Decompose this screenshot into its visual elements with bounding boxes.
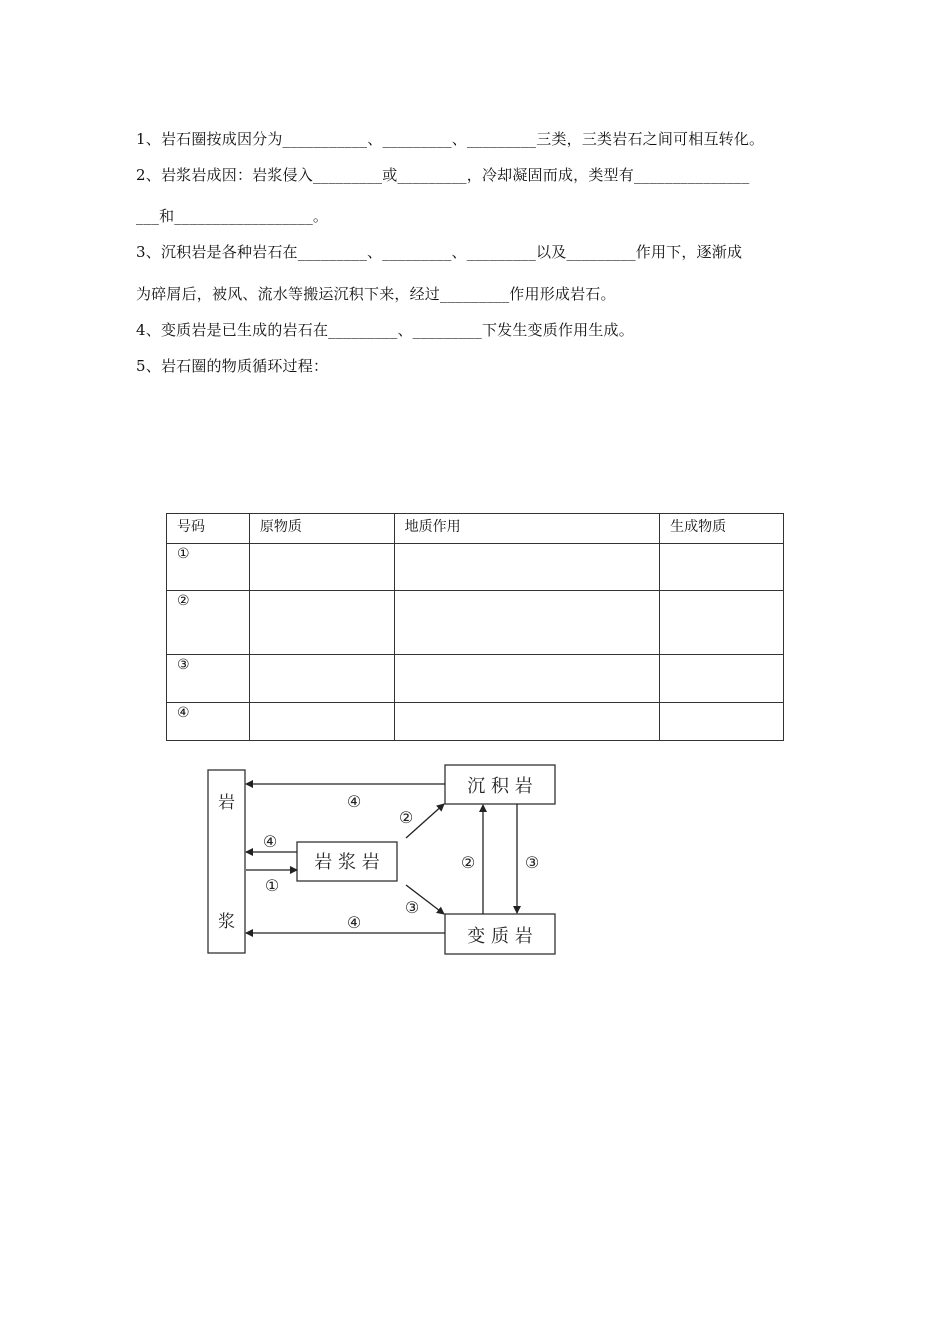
question-4: 4、变质岩是已生成的岩石在_________、_________下发生变质作用生成。 — [136, 321, 634, 339]
blank-cell[interactable] — [249, 591, 394, 655]
table-header-row — [167, 514, 784, 544]
table-row — [167, 544, 784, 591]
question-1: 1、岩石圈按成因分为___________、_________、_________三类，三类岩石之间可相互转化。 — [136, 130, 765, 148]
row-number: ③ — [167, 655, 250, 703]
blank-cell[interactable] — [660, 655, 784, 703]
header-geological-process: 地质作用 — [394, 514, 660, 544]
blank-cell[interactable] — [660, 703, 784, 741]
question-2-line-1: 2、岩浆岩成因：岩浆侵入_________或_________，冷却凝固而成，类型有_______________ — [136, 166, 750, 184]
magma-label-top: 岩 — [218, 793, 235, 813]
table-row — [167, 703, 784, 741]
blank-cell[interactable] — [394, 655, 660, 703]
question-2-line-2: ___和__________________。 — [136, 207, 329, 225]
row-number: ② — [167, 591, 250, 655]
label-3-vertical: ③ — [524, 853, 540, 872]
row-number: ④ — [167, 703, 250, 741]
table-row — [167, 655, 784, 703]
question-3-line-1: 3、沉积岩是各种岩石在_________、_________、_________以及_________作用下，逐渐成 — [136, 243, 743, 261]
blank-cell[interactable] — [394, 703, 660, 741]
blank-cell[interactable] — [660, 544, 784, 591]
label-3-lower: ③ — [404, 898, 420, 917]
label-2-vertical: ② — [460, 853, 476, 872]
row-number: ① — [167, 544, 250, 591]
label-4-bottom: ④ — [346, 913, 362, 932]
label-4-top: ④ — [346, 792, 362, 811]
blank-cell[interactable] — [249, 655, 394, 703]
header-original-material: 原物质 — [249, 514, 394, 544]
question-5: 5、岩石圈的物质循环过程： — [136, 357, 329, 375]
header-product: 生成物质 — [660, 514, 784, 544]
rock-cycle-table — [166, 513, 784, 741]
question-3-line-2: 为碎屑后，被风、流水等搬运沉积下来，经过_________作用形成岩石。 — [136, 285, 616, 303]
rock-cycle-diagram — [200, 760, 570, 965]
igneous-rock-label: 岩 浆 岩 — [314, 852, 380, 873]
metamorphic-rock-label: 变 质 岩 — [467, 926, 533, 947]
sedimentary-rock-label: 沉 积 岩 — [467, 776, 533, 797]
table-row — [167, 591, 784, 655]
magma-label-bottom: 浆 — [218, 912, 235, 932]
blank-cell[interactable] — [394, 544, 660, 591]
blank-cell[interactable] — [394, 591, 660, 655]
blank-cell[interactable] — [660, 591, 784, 655]
label-1: ① — [264, 876, 280, 895]
header-number: 号码 — [167, 514, 250, 544]
blank-cell[interactable] — [249, 544, 394, 591]
label-4-middle: ④ — [262, 832, 278, 851]
label-2-upper: ② — [398, 808, 414, 827]
blank-cell[interactable] — [249, 703, 394, 741]
